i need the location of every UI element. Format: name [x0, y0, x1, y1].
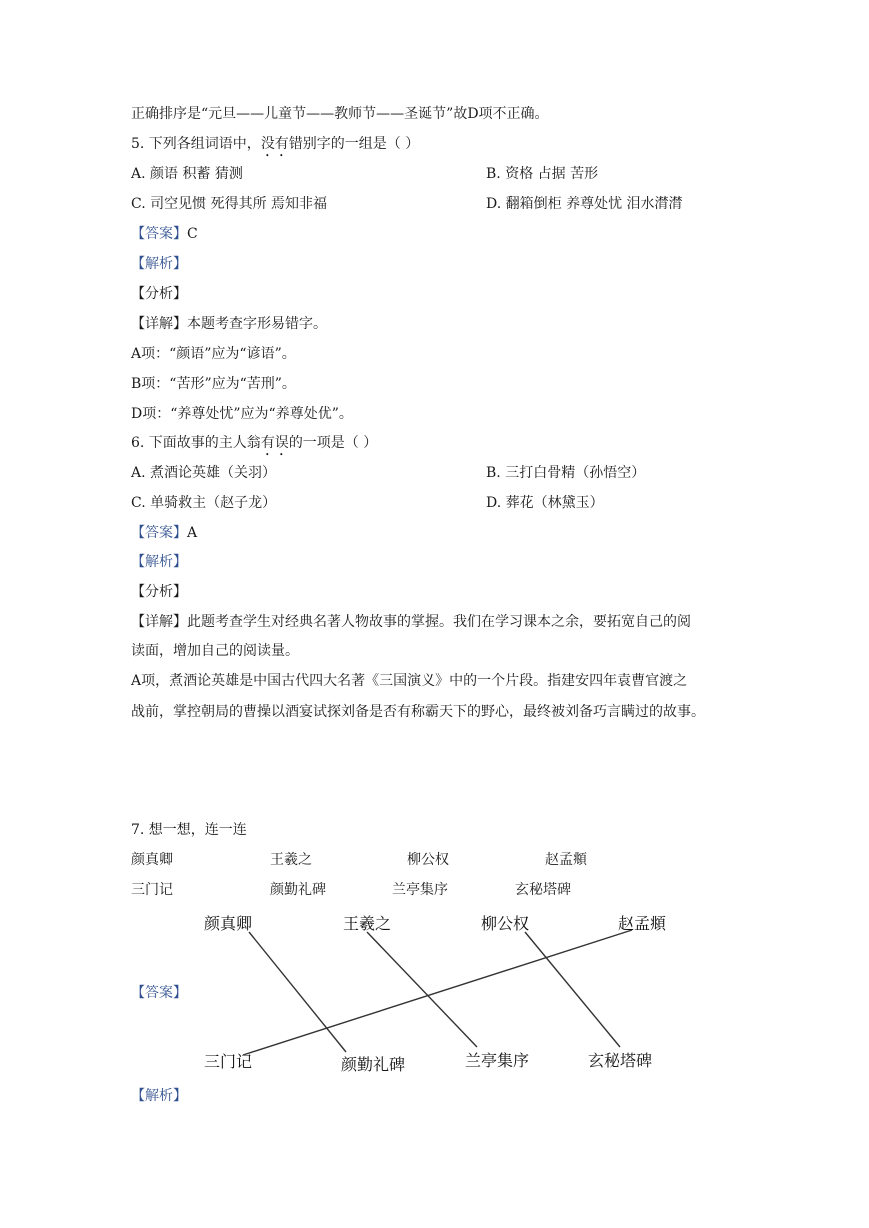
intro-line: 正确排序是“元旦——儿童节——教师节——圣诞节”故D项不正确。 [131, 106, 549, 122]
q6-detail-line2: 读面，增加自己的阅读量。 [131, 643, 299, 659]
q7-stem: 7. 想一想，连一连 [131, 822, 247, 838]
match-line [249, 932, 346, 1052]
q5-answer-value: C [187, 226, 198, 242]
q5-a-note: A项：“颜语”应为“谚语”。 [131, 346, 296, 362]
q7-row2-item: 颜勤礼碑 [270, 882, 326, 898]
q5-d-note: D项：“养尊处忧”应为“养尊处优”。 [131, 406, 353, 422]
q6-answer-value: A [187, 525, 198, 541]
diagram-bottom-label: 兰亭集序 [465, 1051, 530, 1070]
q5-stem-emphasis: 没有 [260, 136, 289, 152]
q5-analysis-tag: 【解析】 [131, 256, 187, 272]
q6-option-a: A. 煮酒论英雄（关羽） [131, 465, 277, 481]
q6-stem-emphasis: 有误 [260, 435, 289, 451]
q7-row2-item: 玄秘塔碑 [515, 882, 571, 898]
diagram-bottom-label: 三门记 [204, 1052, 253, 1071]
q5-option-b: B. 资格 占据 苦形 [486, 166, 599, 182]
q6-option-c: C. 单骑救主（赵子龙） [131, 495, 277, 511]
diagram-top-label: 赵孟頫 [618, 914, 667, 933]
match-line [243, 930, 632, 1055]
q6-analysis-tag: 【解析】 [131, 554, 187, 570]
q5-answer-tag: 【答案】 [131, 226, 187, 242]
q7-row1-item: 王羲之 [270, 852, 312, 868]
q5-option-c: C. 司空见惯 死得其所 焉知非福 [131, 196, 328, 212]
q5-detail: 【详解】本题考查字形易错字。 [131, 316, 327, 332]
q6-detail-line1: 【详解】此题考查学生对经典名著人物故事的掌握。我们在学习课本之余，要拓宽自己的阅 [131, 614, 691, 630]
q7-analysis-tag: 【解析】 [131, 1088, 187, 1104]
diagram-bottom-label: 玄秘塔碑 [588, 1051, 653, 1070]
q5-stem-part2: 错别字的一组是（ ） [288, 136, 420, 152]
q7-row1-item: 柳公权 [407, 852, 449, 868]
q5-option-d: D. 翻箱倒柜 养尊处忧 泪水潸潸 [486, 196, 683, 212]
diagram-bottom-label: 颜勤礼碑 [341, 1055, 406, 1074]
diagram-top-label: 颜真卿 [204, 914, 253, 933]
q7-answer-tag: 【答案】 [131, 985, 187, 1001]
q7-row1-item: 颜真卿 [131, 852, 173, 868]
diagram-top-label: 柳公权 [481, 914, 530, 933]
q5-option-a: A. 颜语 积蓄 猜测 [131, 166, 243, 182]
q6-answer-tag: 【答案】 [131, 525, 187, 541]
q5-fenxi: 【分析】 [131, 286, 187, 302]
q5-b-note: B项：“苦形”应为“苦刑”。 [131, 376, 296, 392]
q6-stem-part2: 的一项是（ ） [288, 435, 378, 451]
q6-fenxi: 【分析】 [131, 584, 187, 600]
q5-stem-part1: 5. 下列各组词语中， [131, 136, 261, 152]
q6-a-note-line1: A项，煮酒论英雄是中国古代四大名著《三国演义》中的一个片段。指建安四年袁曹官渡之 [131, 673, 688, 689]
q6-a-note-line2: 战前，掌控朝局的曹操以酒宴试探刘备是否有称霸天下的野心，最终被刘备巧言瞒过的故事。 [131, 704, 705, 720]
match-line [367, 932, 477, 1047]
q7-row2-item: 兰亭集序 [392, 882, 448, 898]
q6-stem-part1: 6. 下面故事的主人翁 [131, 435, 261, 451]
q7-row1-item: 赵孟頫 [545, 852, 587, 868]
q7-row2-item: 三门记 [131, 882, 173, 898]
q6-option-d: D. 葬花（林黛玉） [486, 495, 604, 511]
diagram-top-label: 王羲之 [343, 914, 392, 933]
q6-option-b: B. 三打白骨精（孙悟空） [486, 465, 646, 481]
